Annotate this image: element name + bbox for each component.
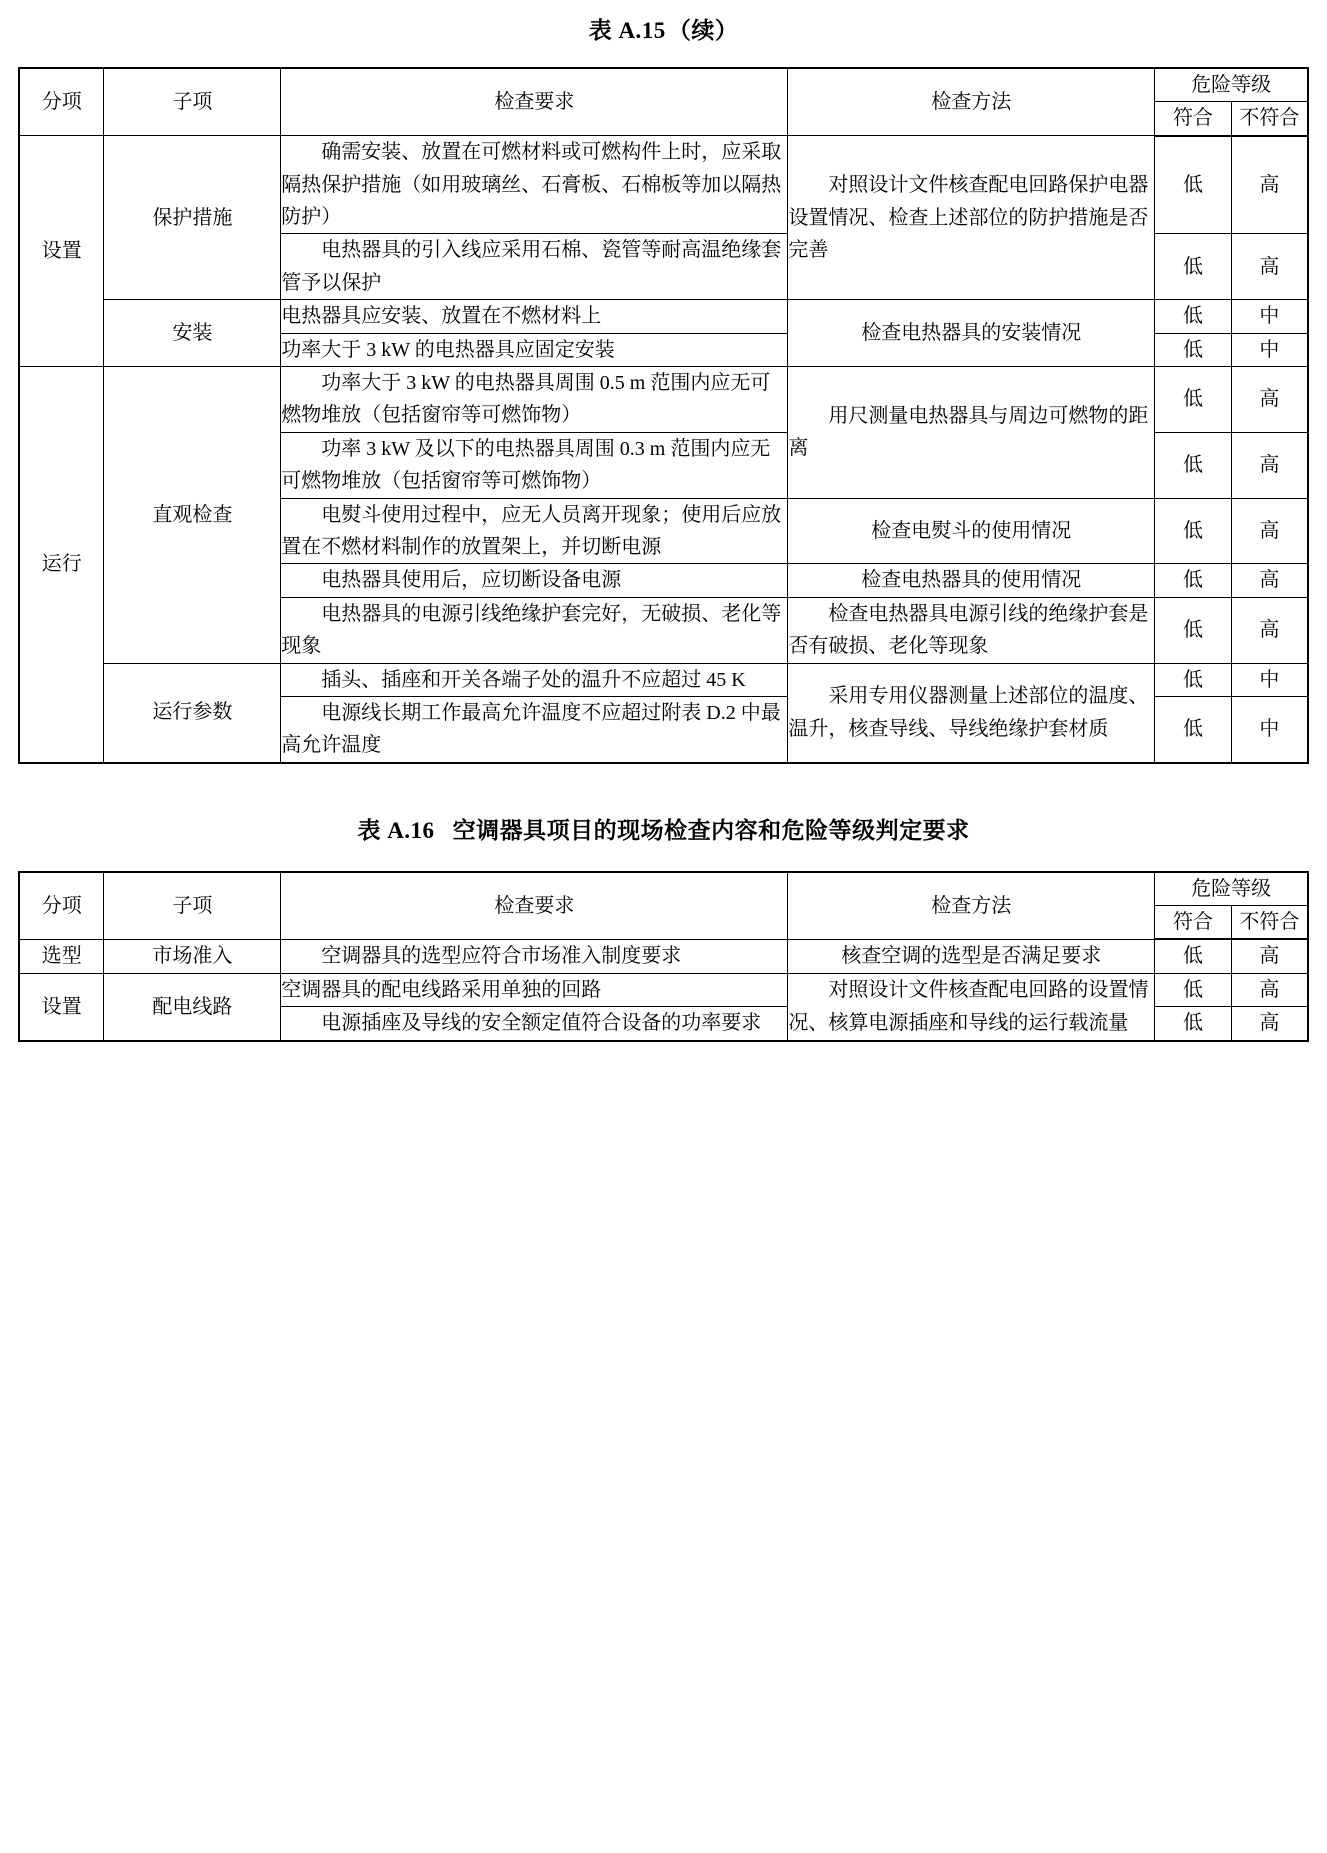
risk-pass-cell: 低	[1155, 696, 1232, 762]
requirement-cell: 电热器具应安装、放置在不燃材料上	[281, 300, 788, 333]
subgroup-label-shichangzhunru: 市场准入	[104, 939, 281, 973]
table-a16-header-row	[19, 872, 1308, 906]
subgroup-label-anzhuang: 安装	[104, 300, 281, 367]
risk-pass-cell: 低	[1155, 663, 1232, 696]
method-cell: 检查电热器具电源引线的绝缘护套是否有破损、老化等现象	[788, 597, 1155, 663]
subgroup-label-zhiguanjiancha: 直观检查	[104, 367, 281, 664]
risk-pass-cell: 低	[1155, 1007, 1232, 1041]
subgroup-label-yunxingcanshu: 运行参数	[104, 663, 281, 763]
table-a15-caption-suffix: （续）	[667, 18, 739, 43]
requirement-cell: 电热器具的引入线应采用石棉、瓷管等耐高温绝缘套管予以保护	[281, 234, 788, 300]
risk-fail-cell: 高	[1231, 597, 1308, 663]
table-row	[19, 300, 1308, 333]
table-row	[19, 973, 1308, 1006]
method-cell: 检查电熨斗的使用情况	[788, 498, 1155, 564]
risk-fail-cell: 高	[1231, 973, 1308, 1006]
subgroup-label-baohucuoshi: 保护措施	[104, 136, 281, 300]
risk-pass-cell: 低	[1155, 432, 1232, 498]
risk-fail-cell: 高	[1231, 136, 1308, 234]
requirement-cell: 空调器具的选型应符合市场准入制度要求	[281, 939, 788, 973]
header-risk-pass: 符合	[1155, 906, 1232, 940]
requirement-cell: 电熨斗使用过程中，应无人员离开现象；使用后应放置在不燃材料制作的放置架上，并切断电源	[281, 498, 788, 564]
risk-fail-cell: 中	[1231, 696, 1308, 762]
table-a16-caption-title: 空调器具项目的现场检查内容和危险等级判定要求	[452, 817, 970, 843]
requirement-cell: 电热器具使用后，应切断设备电源	[281, 564, 788, 597]
requirement-cell: 电热器具的电源引线绝缘护套完好，无破损、老化等现象	[281, 597, 788, 663]
table-a16-caption-number: 表 A.16	[357, 817, 435, 843]
requirement-cell: 功率大于 3 kW 的电热器具周围 0.5 m 范围内应无可燃物堆放（包括窗帘等可燃饰物）	[281, 367, 788, 433]
risk-pass-cell: 低	[1155, 564, 1232, 597]
risk-pass-cell: 低	[1155, 136, 1232, 234]
requirement-cell: 空调器具的配电线路采用单独的回路	[281, 973, 788, 1006]
header-requirement: 检查要求	[281, 872, 788, 940]
group-label-xuanxing: 选型	[19, 939, 104, 973]
table-a16	[18, 871, 1309, 1042]
requirement-cell: 电源插座及导线的安全额定值符合设备的功率要求	[281, 1007, 788, 1041]
header-risk-level: 危险等级	[1155, 872, 1308, 906]
header-risk-fail: 不符合	[1231, 102, 1308, 136]
risk-fail-cell: 高	[1231, 939, 1308, 973]
requirement-cell: 插头、插座和开关各端子处的温升不应超过 45 K	[281, 663, 788, 696]
table-a15-caption-number: 表 A.15	[588, 18, 666, 43]
risk-pass-cell: 低	[1155, 234, 1232, 300]
risk-fail-cell: 高	[1231, 234, 1308, 300]
risk-pass-cell: 低	[1155, 333, 1232, 366]
method-cell: 检查电热器具的使用情况	[788, 564, 1155, 597]
header-risk-fail: 不符合	[1231, 906, 1308, 940]
table-row	[19, 367, 1308, 433]
requirement-cell: 确需安装、放置在可燃材料或可燃构件上时，应采取隔热保护措施（如用玻璃丝、石膏板、石棉板等加以隔热防护）	[281, 136, 788, 234]
header-requirement: 检查要求	[281, 68, 788, 136]
header-method: 检查方法	[788, 872, 1155, 940]
method-cell: 采用专用仪器测量上述部位的温度、温升，核查导线、导线绝缘护套材质	[788, 663, 1155, 763]
method-cell: 检查电热器具的安装情况	[788, 300, 1155, 367]
requirement-cell: 功率大于 3 kW 的电热器具应固定安装	[281, 333, 788, 366]
method-cell: 对照设计文件核查配电回路的设置情况、核算电源插座和导线的运行载流量	[788, 973, 1155, 1040]
table-a15	[18, 67, 1309, 764]
header-method: 检查方法	[788, 68, 1155, 136]
risk-fail-cell: 中	[1231, 333, 1308, 366]
table-row	[19, 663, 1308, 696]
risk-fail-cell: 高	[1231, 432, 1308, 498]
risk-pass-cell: 低	[1155, 300, 1232, 333]
risk-pass-cell: 低	[1155, 597, 1232, 663]
header-subitem-group: 分项	[19, 872, 104, 940]
table-row	[19, 136, 1308, 234]
risk-pass-cell: 低	[1155, 939, 1232, 973]
group-label-shezhi: 设置	[19, 973, 104, 1040]
group-label-shezhi: 设置	[19, 136, 104, 367]
table-a15-caption	[18, 0, 1309, 67]
risk-fail-cell: 中	[1231, 663, 1308, 696]
method-cell: 对照设计文件核查配电回路保护电器设置情况、检查上述部位的防护措施是否完善	[788, 136, 1155, 300]
requirement-cell: 电源线长期工作最高允许温度不应超过附表 D.2 中最高允许温度	[281, 696, 788, 762]
risk-pass-cell: 低	[1155, 367, 1232, 433]
risk-fail-cell: 高	[1231, 367, 1308, 433]
header-subitem-group: 分项	[19, 68, 104, 136]
risk-fail-cell: 高	[1231, 498, 1308, 564]
method-cell: 核查空调的选型是否满足要求	[788, 939, 1155, 973]
header-risk-pass: 符合	[1155, 102, 1232, 136]
risk-pass-cell: 低	[1155, 973, 1232, 1006]
table-row	[19, 939, 1308, 973]
requirement-cell: 功率 3 kW 及以下的电热器具周围 0.3 m 范围内应无可燃物堆放（包括窗帘等可燃饰物）	[281, 432, 788, 498]
risk-fail-cell: 高	[1231, 564, 1308, 597]
risk-fail-cell: 高	[1231, 1007, 1308, 1041]
risk-pass-cell: 低	[1155, 498, 1232, 564]
table-a16-caption	[18, 764, 1309, 871]
method-cell: 用尺测量电热器具与周边可燃物的距离	[788, 367, 1155, 499]
subgroup-label-peidianxianlu: 配电线路	[104, 973, 281, 1040]
header-item: 子项	[104, 872, 281, 940]
header-risk-level: 危险等级	[1155, 68, 1308, 102]
header-item: 子项	[104, 68, 281, 136]
group-label-yunxing: 运行	[19, 367, 104, 763]
table-a15-header-row	[19, 68, 1308, 102]
risk-fail-cell: 中	[1231, 300, 1308, 333]
